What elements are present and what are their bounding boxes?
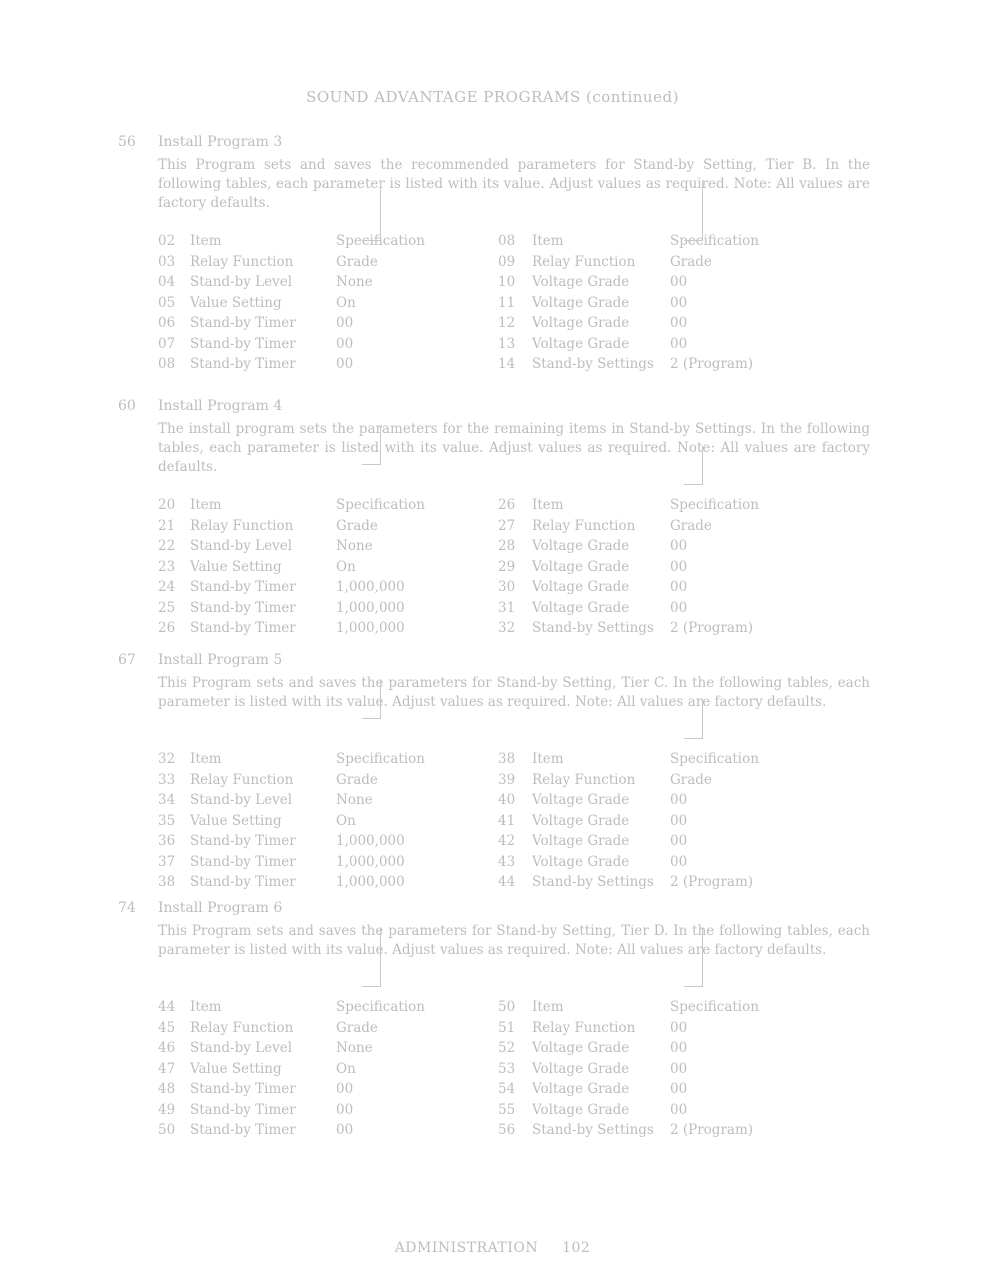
- row-number: 44: [158, 999, 176, 1015]
- item-name: Stand-by Settings: [532, 1122, 654, 1138]
- item-value: 2 (Program): [670, 874, 754, 890]
- item-value: 2 (Program): [670, 620, 754, 636]
- item-name: Voltage Grade: [532, 853, 630, 870]
- row-number: 36: [158, 833, 176, 849]
- grouping-bracket: [362, 680, 381, 719]
- section-number: 56: [118, 134, 136, 150]
- row-number: 52: [498, 1040, 516, 1056]
- item-name: Relay Function: [190, 253, 294, 270]
- row-number: 30: [498, 579, 516, 595]
- footer-label: ADMINISTRATION: [394, 1240, 539, 1256]
- parameter-table: [158, 497, 870, 641]
- grouping-bracket: [362, 426, 381, 465]
- section-heading: [118, 134, 870, 156]
- table-row: [158, 772, 870, 793]
- table-row: [158, 538, 870, 559]
- row-number: 06: [158, 315, 176, 331]
- item-value: On: [336, 558, 356, 575]
- page-footer: [0, 1240, 985, 1256]
- row-number: 09: [498, 253, 516, 270]
- item-value: Grade: [336, 517, 378, 534]
- item-value: 00: [670, 579, 688, 595]
- item-value: 1,000,000: [336, 579, 405, 595]
- item-value: 00: [670, 1060, 688, 1077]
- section-title: Install Program 5: [158, 652, 283, 668]
- item-name: Relay Function: [190, 771, 294, 788]
- row-number: 42: [498, 833, 516, 849]
- row-number: 43: [498, 853, 516, 870]
- table-row: [158, 295, 870, 316]
- row-number: 48: [158, 1081, 176, 1097]
- row-number: 34: [158, 792, 176, 808]
- item-value: 00: [670, 1101, 688, 1118]
- item-name: Stand-by Settings: [532, 356, 654, 372]
- item-value: 1,000,000: [336, 874, 405, 890]
- item-value: Grade: [670, 517, 712, 534]
- table-row: [158, 1122, 870, 1143]
- item-value: 1,000,000: [336, 833, 405, 849]
- section-install-program-4: [118, 398, 870, 641]
- row-number: 38: [498, 751, 516, 767]
- row-number: 24: [158, 579, 176, 595]
- item-name: Voltage Grade: [532, 812, 630, 829]
- table-row: [158, 1040, 870, 1061]
- item-name: Item: [190, 751, 222, 767]
- item-name: Voltage Grade: [532, 274, 630, 290]
- row-number: 10: [498, 274, 516, 290]
- item-name: Stand-by Level: [190, 538, 293, 554]
- row-number: 25: [158, 599, 176, 616]
- item-name: Stand-by Timer: [190, 1122, 296, 1138]
- row-number: 21: [158, 517, 176, 534]
- item-value: 00: [670, 294, 688, 311]
- row-number: 03: [158, 253, 176, 270]
- item-name: Item: [190, 497, 222, 513]
- section-title: Install Program 6: [158, 900, 283, 916]
- table-row: [158, 356, 870, 377]
- item-value: 00: [336, 315, 354, 331]
- section-body: This Program sets and saves the parameters for Stand-by Setting, Tier D. In the following tables, each parameter is listed with its value. Adjust values as required. Note: All values are factory defaults.: [158, 923, 870, 958]
- row-number: 35: [158, 812, 176, 829]
- item-name: Voltage Grade: [532, 599, 630, 616]
- grouping-bracket: [684, 928, 703, 987]
- table-row: [158, 1102, 870, 1123]
- row-number: 08: [498, 233, 516, 249]
- row-number: 39: [498, 771, 516, 788]
- grouping-bracket: [362, 928, 381, 987]
- table-row: [158, 274, 870, 295]
- row-number: 32: [498, 620, 516, 636]
- table-row: [158, 254, 870, 275]
- row-number: 44: [498, 874, 516, 890]
- table-row: [158, 833, 870, 854]
- row-number: 23: [158, 558, 176, 575]
- item-value: Specification: [336, 497, 425, 513]
- grouping-bracket: [684, 700, 703, 739]
- item-name: Relay Function: [190, 1019, 294, 1036]
- item-value: 00: [670, 1040, 688, 1056]
- item-value: 00: [670, 538, 688, 554]
- section-number: 60: [118, 398, 136, 414]
- item-name: Item: [190, 999, 222, 1015]
- row-number: 22: [158, 538, 176, 554]
- item-name: Stand-by Level: [190, 274, 293, 290]
- item-value: 00: [670, 833, 688, 849]
- item-value: 1,000,000: [336, 599, 405, 616]
- item-value: Grade: [670, 771, 712, 788]
- item-value: 00: [336, 1081, 354, 1097]
- row-number: 49: [158, 1101, 176, 1118]
- section-number: 74: [118, 900, 136, 916]
- row-number: 05: [158, 294, 176, 311]
- row-number: 29: [498, 558, 516, 575]
- item-name: Relay Function: [532, 771, 636, 788]
- table-row: [158, 336, 870, 357]
- item-name: Voltage Grade: [532, 1101, 630, 1118]
- item-name: Voltage Grade: [532, 315, 630, 331]
- item-name: Value Setting: [190, 558, 282, 575]
- table-row: [158, 518, 870, 539]
- table-header-row: [158, 999, 870, 1020]
- item-value: 00: [670, 792, 688, 808]
- item-value: None: [336, 538, 373, 554]
- table-row: [158, 813, 870, 834]
- table-row: [158, 1061, 870, 1082]
- item-name: Relay Function: [190, 517, 294, 534]
- section-title: Install Program 4: [158, 398, 283, 414]
- row-number: 28: [498, 538, 516, 554]
- item-value: Specification: [670, 999, 759, 1015]
- item-value: 00: [336, 356, 354, 372]
- item-name: Relay Function: [532, 517, 636, 534]
- row-number: 55: [498, 1101, 516, 1118]
- section-install-program-6: [118, 900, 870, 1143]
- item-name: Stand-by Timer: [190, 356, 296, 372]
- item-name: Item: [532, 999, 564, 1015]
- item-value: On: [336, 1060, 356, 1077]
- item-name: Stand-by Timer: [190, 335, 296, 352]
- item-value: None: [336, 274, 373, 290]
- item-value: Grade: [336, 771, 378, 788]
- section-body: This Program sets and saves the parameters for Stand-by Setting, Tier C. In the following tables, each parameter is listed with its value. Adjust values as required. Note: All values are factory defaults.: [158, 675, 870, 710]
- item-name: Voltage Grade: [532, 538, 630, 554]
- grouping-bracket: [362, 182, 381, 241]
- section-number: 67: [118, 652, 136, 668]
- item-value: 00: [670, 599, 688, 616]
- item-value: 00: [336, 1122, 354, 1138]
- row-number: 02: [158, 233, 176, 249]
- table-header-row: [158, 497, 870, 518]
- table-header-row: [158, 751, 870, 772]
- row-number: 14: [498, 356, 516, 372]
- page-number: 102: [562, 1240, 591, 1256]
- item-value: On: [336, 812, 356, 829]
- item-value: None: [336, 792, 373, 808]
- section-heading: [118, 900, 870, 922]
- table-row: [158, 1081, 870, 1102]
- item-value: Specification: [336, 233, 425, 249]
- row-number: 26: [498, 497, 516, 513]
- parameter-table: [158, 999, 870, 1143]
- item-value: Grade: [336, 1019, 378, 1036]
- table-row: [158, 559, 870, 580]
- item-name: Stand-by Level: [190, 792, 293, 808]
- row-number: 20: [158, 497, 176, 513]
- table-row: [158, 854, 870, 875]
- table-row: [158, 600, 870, 621]
- item-value: 00: [670, 1081, 688, 1097]
- table-row: [158, 792, 870, 813]
- item-name: Stand-by Timer: [190, 315, 296, 331]
- parameter-table: [158, 233, 870, 377]
- item-value: 1,000,000: [336, 620, 405, 636]
- item-name: Value Setting: [190, 294, 282, 311]
- section-heading: [118, 398, 870, 420]
- item-name: Relay Function: [532, 253, 636, 270]
- row-number: 37: [158, 853, 176, 870]
- table-row: [158, 315, 870, 336]
- section-body: The install program sets the parameters for the remaining items in Stand-by Settings. In the following tables, each parameter is listed with its value. Adjust values as required. Note: All values are factory defaults.: [158, 421, 870, 475]
- item-name: Voltage Grade: [532, 579, 630, 595]
- item-value: 00: [670, 315, 688, 331]
- item-value: 00: [336, 335, 354, 352]
- item-name: Voltage Grade: [532, 792, 630, 808]
- item-value: 1,000,000: [336, 853, 405, 870]
- item-name: Stand-by Timer: [190, 1081, 296, 1097]
- row-number: 32: [158, 751, 176, 767]
- item-name: Stand-by Timer: [190, 853, 296, 870]
- item-value: Specification: [336, 999, 425, 1015]
- row-number: 50: [158, 1122, 176, 1138]
- item-value: Specification: [670, 751, 759, 767]
- row-number: 26: [158, 620, 176, 636]
- row-number: 27: [498, 517, 516, 534]
- item-value: 00: [670, 274, 688, 290]
- table-header-row: [158, 233, 870, 254]
- item-value: On: [336, 294, 356, 311]
- item-name: Value Setting: [190, 1060, 282, 1077]
- item-value: None: [336, 1040, 373, 1056]
- item-name: Stand-by Timer: [190, 579, 296, 595]
- section-body: This Program sets and saves the recommended parameters for Stand-by Setting, Tier B. In the following tables, each parameter is listed with its value. Adjust values as required. Note: All values are factory defaults.: [158, 157, 870, 211]
- item-name: Item: [532, 497, 564, 513]
- item-value: Specification: [670, 497, 759, 513]
- grouping-bracket: [684, 446, 703, 485]
- row-number: 11: [498, 294, 516, 311]
- item-value: 00: [670, 812, 688, 829]
- item-name: Stand-by Timer: [190, 833, 296, 849]
- section-install-program-3: [118, 134, 870, 377]
- row-number: 13: [498, 335, 516, 352]
- item-value: Specification: [336, 751, 425, 767]
- grouping-bracket: [684, 182, 703, 241]
- item-value: Grade: [336, 253, 378, 270]
- row-number: 56: [498, 1122, 516, 1138]
- item-value: 00: [670, 335, 688, 352]
- item-value: 00: [670, 853, 688, 870]
- item-name: Stand-by Settings: [532, 874, 654, 890]
- item-name: Stand-by Level: [190, 1040, 293, 1056]
- row-number: 41: [498, 812, 516, 829]
- row-number: 38: [158, 874, 176, 890]
- row-number: 04: [158, 274, 176, 290]
- item-value: 2 (Program): [670, 356, 754, 372]
- item-name: Item: [190, 233, 222, 249]
- section-install-program-5: [118, 652, 870, 895]
- table-row: [158, 579, 870, 600]
- item-name: Voltage Grade: [532, 833, 630, 849]
- table-row: [158, 1020, 870, 1041]
- item-name: Stand-by Timer: [190, 1101, 296, 1118]
- item-name: Value Setting: [190, 812, 282, 829]
- item-value: 00: [670, 558, 688, 575]
- row-number: 51: [498, 1019, 516, 1036]
- parameter-table: [158, 751, 870, 895]
- item-name: Voltage Grade: [532, 294, 630, 311]
- table-row: [158, 874, 870, 895]
- item-name: Voltage Grade: [532, 558, 630, 575]
- item-name: Voltage Grade: [532, 335, 630, 352]
- item-value: 00: [336, 1101, 354, 1118]
- item-name: Voltage Grade: [532, 1040, 630, 1056]
- item-name: Voltage Grade: [532, 1081, 630, 1097]
- item-name: Relay Function: [532, 1019, 636, 1036]
- row-number: 40: [498, 792, 516, 808]
- item-value: 2 (Program): [670, 1122, 754, 1138]
- item-name: Voltage Grade: [532, 1060, 630, 1077]
- item-name: Stand-by Timer: [190, 599, 296, 616]
- item-name: Item: [532, 233, 564, 249]
- item-value: Grade: [670, 253, 712, 270]
- row-number: 08: [158, 356, 176, 372]
- row-number: 53: [498, 1060, 516, 1077]
- row-number: 33: [158, 771, 176, 788]
- row-number: 07: [158, 335, 176, 352]
- row-number: 31: [498, 599, 516, 616]
- item-value: Specification: [670, 233, 759, 249]
- item-name: Stand-by Settings: [532, 620, 654, 636]
- row-number: 50: [498, 999, 516, 1015]
- item-name: Stand-by Timer: [190, 874, 296, 890]
- row-number: 12: [498, 315, 516, 331]
- row-number: 47: [158, 1060, 176, 1077]
- section-title: Install Program 3: [158, 134, 283, 150]
- row-number: 54: [498, 1081, 516, 1097]
- row-number: 46: [158, 1040, 176, 1056]
- section-heading: [118, 652, 870, 674]
- table-row: [158, 620, 870, 641]
- row-number: 45: [158, 1019, 176, 1036]
- item-name: Stand-by Timer: [190, 620, 296, 636]
- running-head: SOUND ADVANTAGE PROGRAMS (continued): [306, 88, 679, 106]
- item-name: Item: [532, 751, 564, 767]
- item-value: 00: [670, 1019, 688, 1036]
